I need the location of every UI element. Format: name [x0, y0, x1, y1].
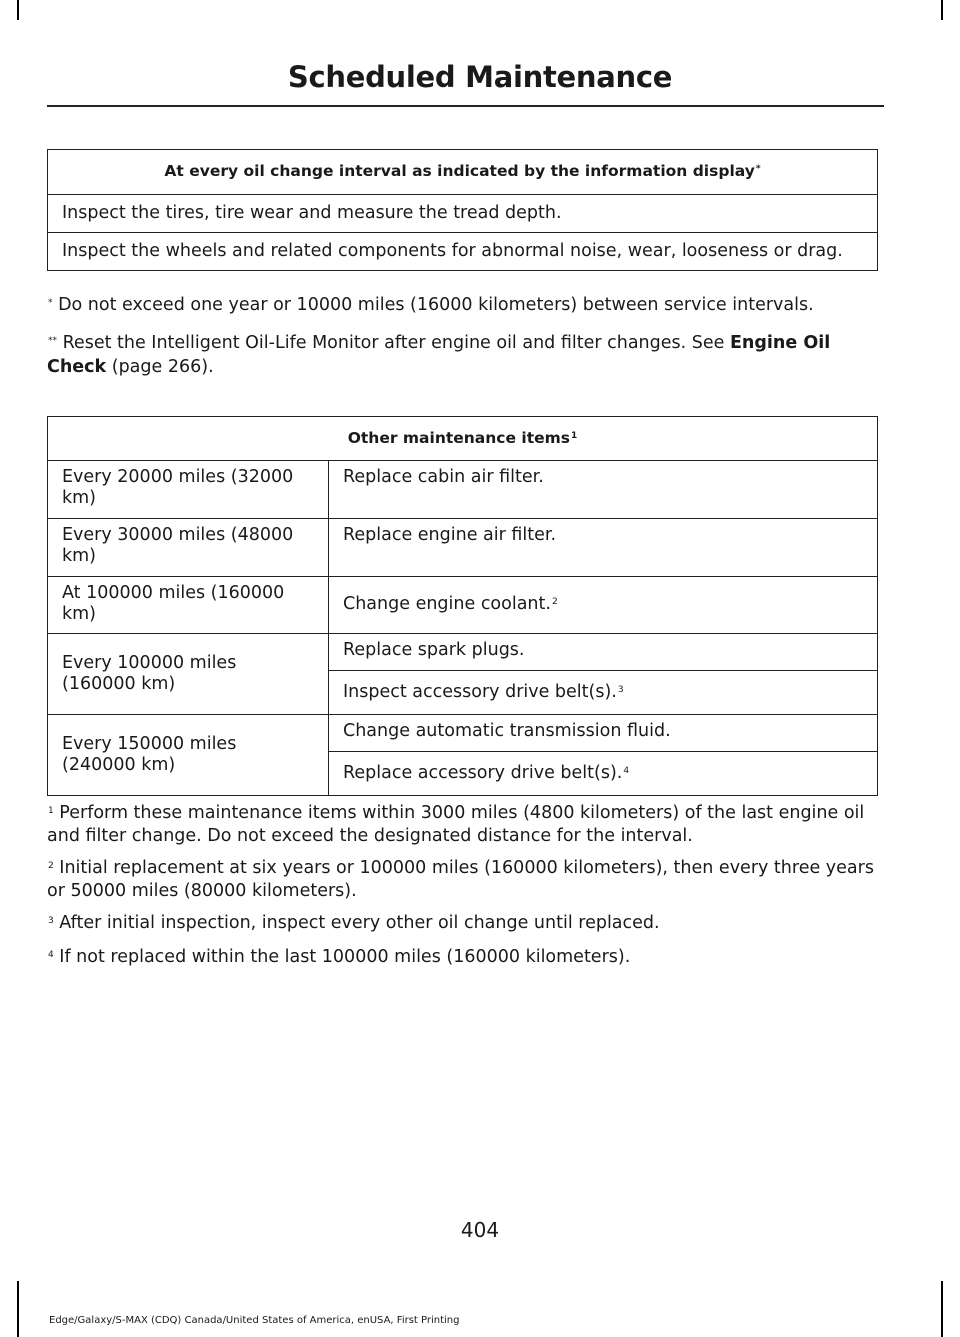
item-cell	[329, 671, 878, 715]
footnote-mark: 1	[48, 806, 54, 816]
footnote-ref: *	[755, 164, 761, 174]
footer-text: Edge/Galaxy/S-MAX (CDQ) Canada/United States of America, enUSA, First Printing	[49, 1315, 460, 1326]
oil-note-2-page: (page 266).	[106, 357, 214, 377]
footnote-mark: 3	[48, 916, 54, 926]
item-text: Inspect accessory drive belt(s).	[343, 681, 617, 702]
table-row: Inspect the wheels and related components for abnormal noise, wear, looseness or drag.	[48, 233, 878, 271]
page-number: 404	[460, 1218, 500, 1242]
footnote-3	[47, 912, 887, 935]
other-maintenance-table	[47, 416, 878, 796]
interval-cell: Every 150000 miles (240000 km)	[48, 715, 329, 796]
item-text: Replace accessory drive belt(s).	[343, 762, 623, 783]
oil-change-table	[47, 149, 878, 271]
footnote-4	[47, 946, 887, 969]
header-divider	[47, 105, 884, 107]
other-table-heading-text: Other maintenance items	[347, 429, 571, 447]
oil-note-2-text: Reset the Intelligent Oil-Life Monitor after engine oil and filter changes. See	[57, 333, 730, 353]
crop-mark-top-left	[17, 0, 19, 20]
item-text: Change engine coolant.	[343, 594, 551, 614]
footnote-2-text: Initial replacement at six years or 100000 miles (160000 kilometers), then every three years or 50000 miles (80000 kilometers).	[47, 858, 874, 901]
oil-note-1	[47, 294, 887, 317]
oil-table-heading-text: At every oil change interval as indicated by the information display	[164, 162, 755, 180]
engine-oil-check-link[interactable]: Engine Oil Check	[47, 333, 831, 377]
footnote-3-text: After initial inspection, inspect every other oil change until replaced.	[53, 913, 660, 933]
crop-mark-top-right	[941, 0, 943, 20]
footnote-mark: 4	[48, 950, 54, 960]
page-title: Scheduled Maintenance	[287, 60, 673, 94]
crop-mark-bottom-right	[941, 1281, 943, 1337]
interval-cell: Every 20000 miles (32000 km)	[48, 461, 329, 519]
item-cell: Replace spark plugs.	[329, 634, 878, 671]
item-cell	[329, 577, 878, 634]
interval-cell: Every 30000 miles (48000 km)	[48, 519, 329, 577]
footnote-2	[47, 857, 887, 902]
footnote-mark: 2	[48, 861, 54, 871]
footnote-1-text: Perform these maintenance items within 3000 miles (4800 kilometers) of the last engine oil and filter change. Do not exceed the designated distance for the interval.	[47, 803, 865, 846]
footnote-mark: **	[48, 336, 57, 346]
table-row: Inspect the tires, tire wear and measure the tread depth.	[48, 195, 878, 233]
oil-table-heading	[48, 150, 878, 195]
footnote-ref: 4	[623, 765, 630, 776]
footnote-mark: *	[48, 298, 53, 308]
item-cell: Change automatic transmission fluid.	[329, 715, 878, 752]
footnote-1	[47, 802, 887, 847]
item-cell	[329, 752, 878, 796]
footnote-4-text: If not replaced within the last 100000 miles (160000 kilometers).	[53, 947, 631, 967]
other-table-heading	[48, 417, 878, 461]
crop-mark-bottom-left	[17, 1281, 19, 1337]
interval-cell: Every 100000 miles (160000 km)	[48, 634, 329, 715]
item-cell: Replace cabin air filter.	[329, 461, 878, 519]
oil-note-1-text: Do not exceed one year or 10000 miles (16000 kilometers) between service intervals.	[52, 295, 814, 315]
item-cell: Replace engine air filter.	[329, 519, 878, 577]
footnote-ref: 1	[571, 431, 578, 441]
interval-cell: At 100000 miles (160000 km)	[48, 577, 329, 634]
footnote-ref: 3	[617, 684, 624, 695]
footnote-ref: 2	[551, 597, 558, 607]
oil-note-2	[47, 331, 887, 379]
